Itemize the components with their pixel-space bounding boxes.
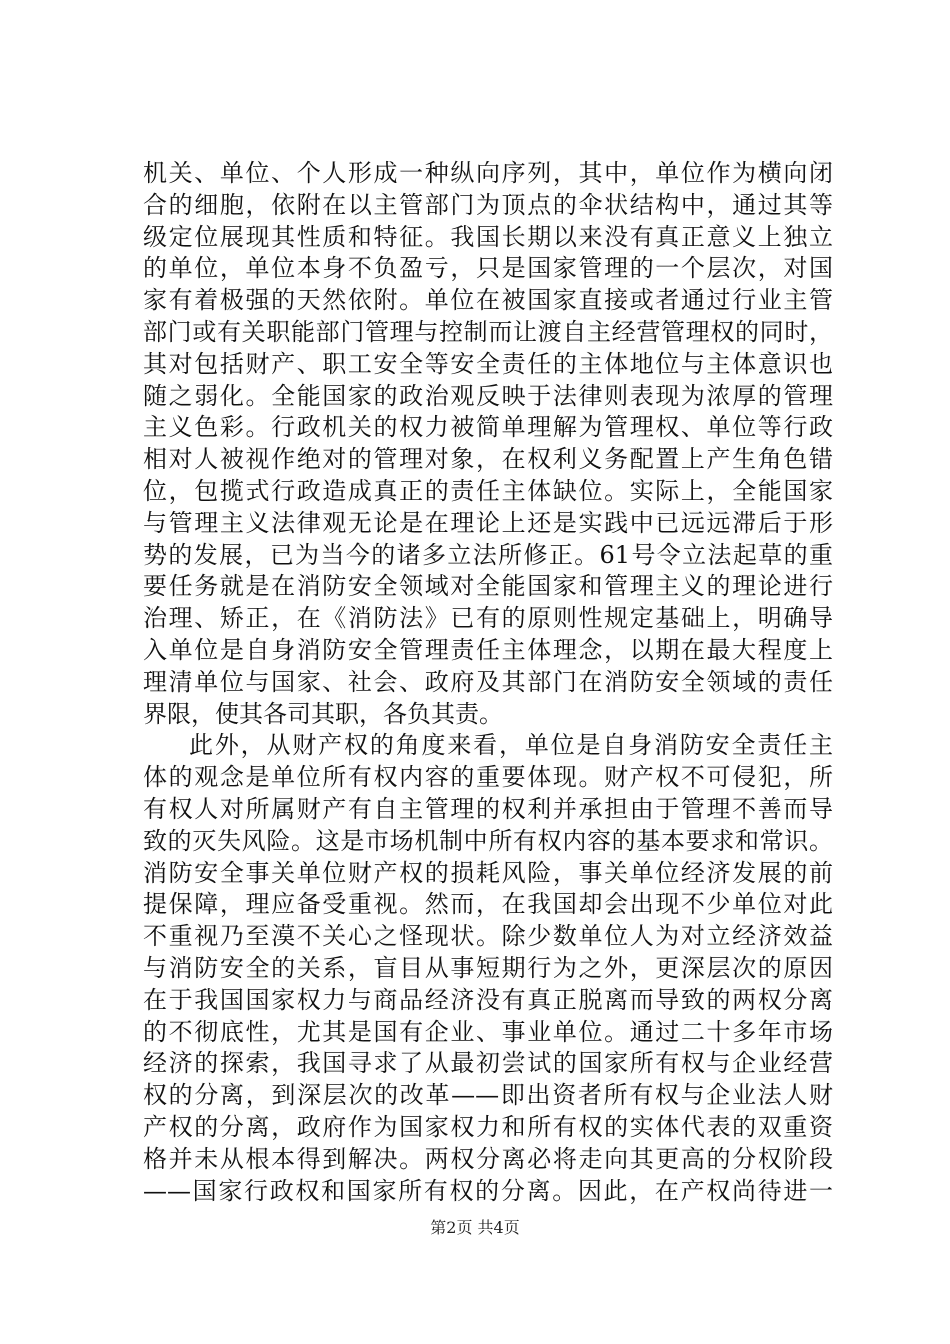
text-line: 要任务就是在消防安全领域对全能国家和管理主义的理论进行 [143,572,833,601]
text-line: 在于我国国家权力与商品经济没有真正脱离而导致的两权分离 [143,985,833,1014]
text-line: 部门或有关职能部门管理与控制而让渡自主经营管理权的同时， [143,317,833,346]
text-line: 理清单位与国家、社会、政府及其部门在消防安全领域的责任 [143,667,833,696]
text-line: 相对人被视作绝对的管理对象，在权利义务配置上产生角色错 [143,445,833,474]
text-line: 界限，使其各司其职，各负其责。 [143,699,503,728]
body-text [143,158,833,1207]
text-line: 与消防安全的关系，盲目从事短期行为之外，更深层次的原因 [143,953,833,982]
text-line: 随之弱化。全能国家的政治观反映于法律则表现为浓厚的管理 [143,381,833,410]
text-line: 的单位，单位本身不负盈亏，只是国家管理的一个层次，对国 [143,254,833,283]
text-line: 主义色彩。行政机关的权力被简单理解为管理权、单位等行政 [143,413,833,442]
text-line: 格并未从根本得到解决。两权分离必将走向其更高的分权阶段 [143,1144,833,1173]
text-line: 的不彻底性，尤其是国有企业、事业单位。通过二十多年市场 [143,1017,833,1046]
text-line: 势的发展，已为当今的诸多立法所修正。61号令立法起草的重 [143,540,833,569]
text-line: 权的分离，到深层次的改革——即出资者所有权与企业法人财 [143,1081,833,1110]
text-line: 经济的探索，我国寻求了从最初尝试的国家所有权与企业经营 [143,1049,833,1078]
text-line: 体的观念是单位所有权内容的重要体现。财产权不可侵犯，所 [143,763,833,792]
text-line: 家有着极强的天然依附。单位在被国家直接或者通过行业主管 [143,286,833,315]
text-line: 与管理主义法律观无论是在理论上还是实践中已远远滞后于形 [143,508,833,537]
text-line: 其对包括财产、职工安全等安全责任的主体地位与主体意识也 [143,349,833,378]
text-line: 此外，从财产权的角度来看，单位是自身消防安全责任主 [189,731,833,760]
text-line: 致的灭失风险。这是市场机制中所有权内容的基本要求和常识。 [143,826,833,855]
text-line: 消防安全事关单位财产权的损耗风险，事关单位经济发展的前 [143,858,833,887]
text-line: 级定位展现其性质和特征。我国长期以来没有真正意义上独立 [143,222,833,251]
page-number-footer: 第2页 共4页 [430,1218,520,1237]
text-line: 位，包揽式行政造成真正的责任主体缺位。实际上，全能国家 [143,476,833,505]
text-line: 提保障，理应备受重视。然而，在我国却会出现不少单位对此 [143,890,833,919]
text-line: 治理、矫正，在《消防法》已有的原则性规定基础上，明确导 [143,604,833,633]
text-line: 入单位是自身消防安全管理责任主体理念，以期在最大程度上 [143,635,833,664]
text-line: 合的细胞，依附在以主管部门为顶点的伞状结构中，通过其等 [143,190,833,219]
text-line: 不重视乃至漠不关心之怪现状。除少数单位人为对立经济效益 [143,922,833,951]
text-line: 有权人对所属财产有自主管理的权利并承担由于管理不善而导 [143,794,833,823]
text-line: 产权的分离，政府作为国家权力和所有权的实体代表的双重资 [143,1112,833,1141]
text-line: 机关、单位、个人形成一种纵向序列，其中，单位作为横向闭 [143,159,833,187]
text-line: ——国家行政权和国家所有权的分离。因此，在产权尚待进一 [143,1176,833,1205]
